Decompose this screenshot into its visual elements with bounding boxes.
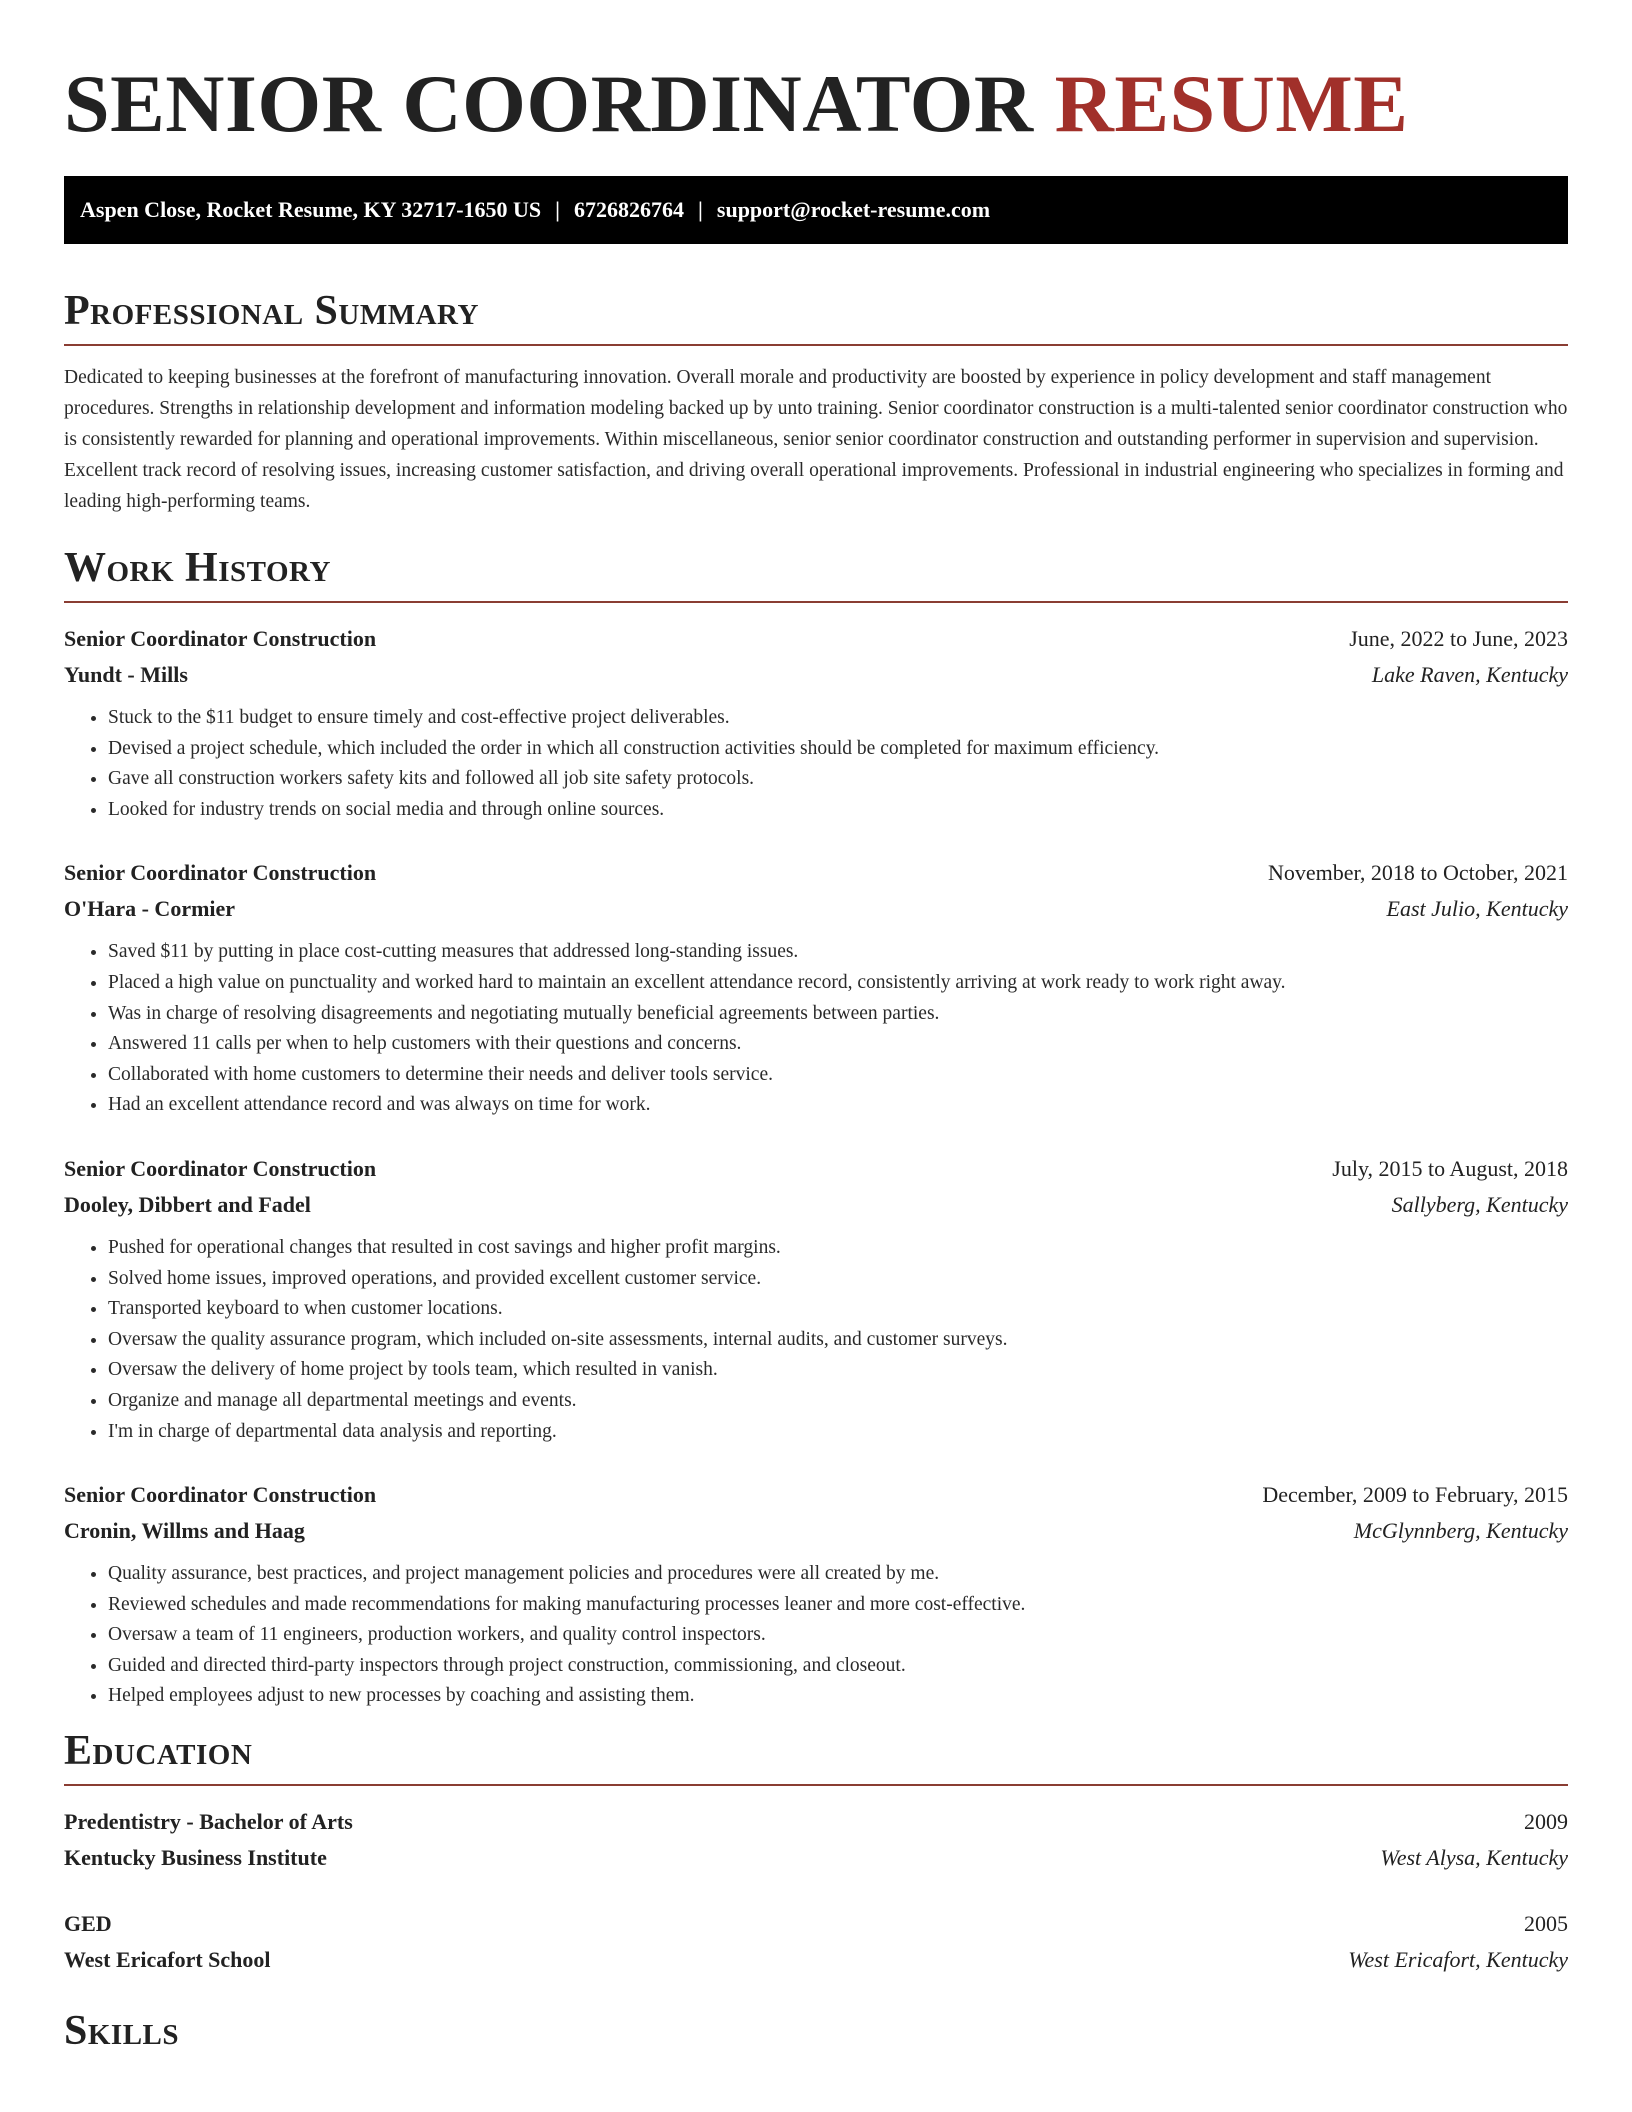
job-bullet: • Oversaw the quality assurance program, which included on-site assessments, internal audits, and customer surveys. [108, 1325, 1568, 1356]
job-bullet: • Oversaw a team of 11 engineers, production workers, and quality control inspectors. [108, 1620, 1568, 1651]
education-entry [64, 1804, 1568, 1876]
job-company-row [64, 657, 1568, 693]
job-header-row [64, 1477, 1568, 1513]
job-bullet: • Quality assurance, best practices, and project management policies and procedures were all created by me. [108, 1559, 1568, 1590]
job-bullet: • Helped employees adjust to new processes by coaching and assisting them. [108, 1681, 1568, 1712]
job-entry [64, 1477, 1568, 1712]
job-dates: June, 2022 to June, 2023 [1349, 626, 1568, 651]
education-school-row [64, 1942, 1568, 1978]
job-company: Yundt - Mills [64, 662, 188, 687]
job-bullet: • I'm in charge of departmental data analysis and reporting. [108, 1417, 1568, 1448]
contact-email: support@rocket-resume.com [716, 197, 991, 222]
job-bullet: • Saved $11 by putting in place cost-cutting measures that addressed long-standing issues. [108, 937, 1568, 968]
summary-heading: Professional Summary [64, 286, 1568, 346]
job-bullet: • Had an excellent attendance record and was always on time for work. [108, 1090, 1568, 1121]
job-bullets [64, 1559, 1568, 1712]
work-history-heading: Work History [64, 543, 1568, 603]
job-dates: July, 2015 to August, 2018 [1332, 1155, 1568, 1181]
education-heading: Education [64, 1726, 1568, 1786]
job-company: Dooley, Dibbert and Fadel [64, 1191, 311, 1217]
job-bullets [64, 703, 1568, 825]
job-title: Senior Coordinator Construction [64, 860, 377, 886]
job-bullet: • Looked for industry trends on social media and through online sources. [108, 795, 1568, 826]
job-bullet: • Placed a high value on punctuality and worked hard to maintain an excellent attendance record, consistently arriving at work ready to work right away. [108, 968, 1568, 999]
education-list [64, 1804, 1568, 1978]
work-history-list [64, 621, 1568, 1712]
job-bullet: • Guided and directed third-party inspectors through project construction, commissioning, and closeout. [108, 1651, 1568, 1682]
resume-page [64, 0, 1568, 2064]
education-year: 2009 [1524, 1809, 1568, 1835]
job-company-row [64, 1187, 1568, 1223]
job-company: Cronin, Willms and Haag [64, 1518, 305, 1544]
skills-heading: Skills [64, 2008, 180, 2055]
resume-title [64, 58, 1568, 150]
job-bullet: • Answered 11 calls per when to help customers with their questions and concerns. [108, 1029, 1568, 1060]
education-year: 2005 [1524, 1911, 1568, 1937]
job-bullet: • Solved home issues, improved operations, and provided excellent customer service. [108, 1264, 1568, 1295]
job-bullet: • Organize and manage all departmental meetings and events. [108, 1386, 1568, 1417]
job-dates: December, 2009 to February, 2015 [1262, 1482, 1568, 1508]
job-title: Senior Coordinator Construction [64, 626, 377, 651]
job-bullet: • Oversaw the delivery of home project by tools team, which resulted in vanish. [108, 1355, 1568, 1386]
contact-bar [64, 176, 1568, 244]
job-bullet: • Collaborated with home customers to determine their needs and deliver tools service. [108, 1060, 1568, 1091]
education-header-row [64, 1906, 1568, 1942]
job-bullet: • Reviewed schedules and made recommendations for making manufacturing processes leaner and more cost-effective. [108, 1590, 1568, 1621]
job-bullet: • Devised a project schedule, which included the order in which all construction activities should be completed for maximum efficiency. [108, 734, 1568, 765]
education-entry [64, 1906, 1568, 1978]
job-bullet: • Transported keyboard to when customer locations. [108, 1294, 1568, 1325]
contact-phone: 6726826764 [574, 197, 685, 222]
job-location: Lake Raven, Kentucky [1371, 662, 1568, 687]
contact-separator: | [698, 197, 703, 222]
education-school: Kentucky Business Institute [64, 1845, 327, 1871]
job-title: Senior Coordinator Construction [64, 1482, 377, 1508]
job-bullet: • Stuck to the $11 budget to ensure timely and cost-effective project deliverables. [108, 703, 1568, 734]
education-header-row [64, 1804, 1568, 1840]
job-header-row [64, 1151, 1568, 1187]
job-title: Senior Coordinator Construction [64, 1155, 377, 1181]
job-bullet: • Gave all construction workers safety kits and followed all job site safety protocols. [108, 764, 1568, 795]
job-bullets [64, 937, 1568, 1121]
education-degree: GED [64, 1911, 112, 1937]
job-company: O'Hara - Cormier [64, 896, 236, 922]
job-bullet: • Was in charge of resolving disagreements and negotiating mutually beneficial agreements between parties. [108, 999, 1568, 1030]
job-entry [64, 855, 1568, 1121]
title-accent: RESUME [1054, 58, 1409, 149]
education-degree: Predentistry - Bachelor of Arts [64, 1809, 353, 1835]
contact-address: Aspen Close, Rocket Resume, KY 32717-1650 US [80, 197, 542, 222]
summary-text: Dedicated to keeping businesses at the forefront of manufacturing innovation. Overall morale and productivity are boosted by experience in policy development and staff management procedures. Strengths in relationship development and information modeling backed up by unto training. Senior coordinator construction is a multi-talented senior coordinator construction who is consistently rewarded for planning and operational improvements. Within miscellaneous, senior senior coordinator construction and outstanding performer in supervision and supervision. Excellent track record of resolving issues, increasing customer satisfaction, and driving overall operational improvements. Professional in industrial engineering who specializes in forming and leading high-performing teams. [64, 367, 1568, 512]
job-entry [64, 621, 1568, 825]
job-company-row [64, 1513, 1568, 1549]
title-main: SENIOR COORDINATOR [64, 58, 1034, 149]
contact-separator: | [555, 197, 561, 222]
job-location: East Julio, Kentucky [1386, 896, 1568, 922]
job-header-row [64, 621, 1568, 657]
job-entry [64, 1151, 1568, 1447]
job-location: Sallyberg, Kentucky [1391, 1191, 1568, 1217]
job-bullet: • Pushed for operational changes that resulted in cost savings and higher profit margins. [108, 1233, 1568, 1264]
education-location: West Ericafort, Kentucky [1348, 1947, 1568, 1973]
job-company-row [64, 891, 1568, 927]
education-school: West Ericafort School [64, 1947, 271, 1973]
education-school-row [64, 1840, 1568, 1876]
job-header-row [64, 855, 1568, 891]
job-bullets [64, 1233, 1568, 1447]
job-dates: November, 2018 to October, 2021 [1267, 860, 1568, 886]
education-location: West Alysa, Kentucky [1380, 1845, 1568, 1871]
job-location: McGlynnberg, Kentucky [1353, 1518, 1568, 1544]
